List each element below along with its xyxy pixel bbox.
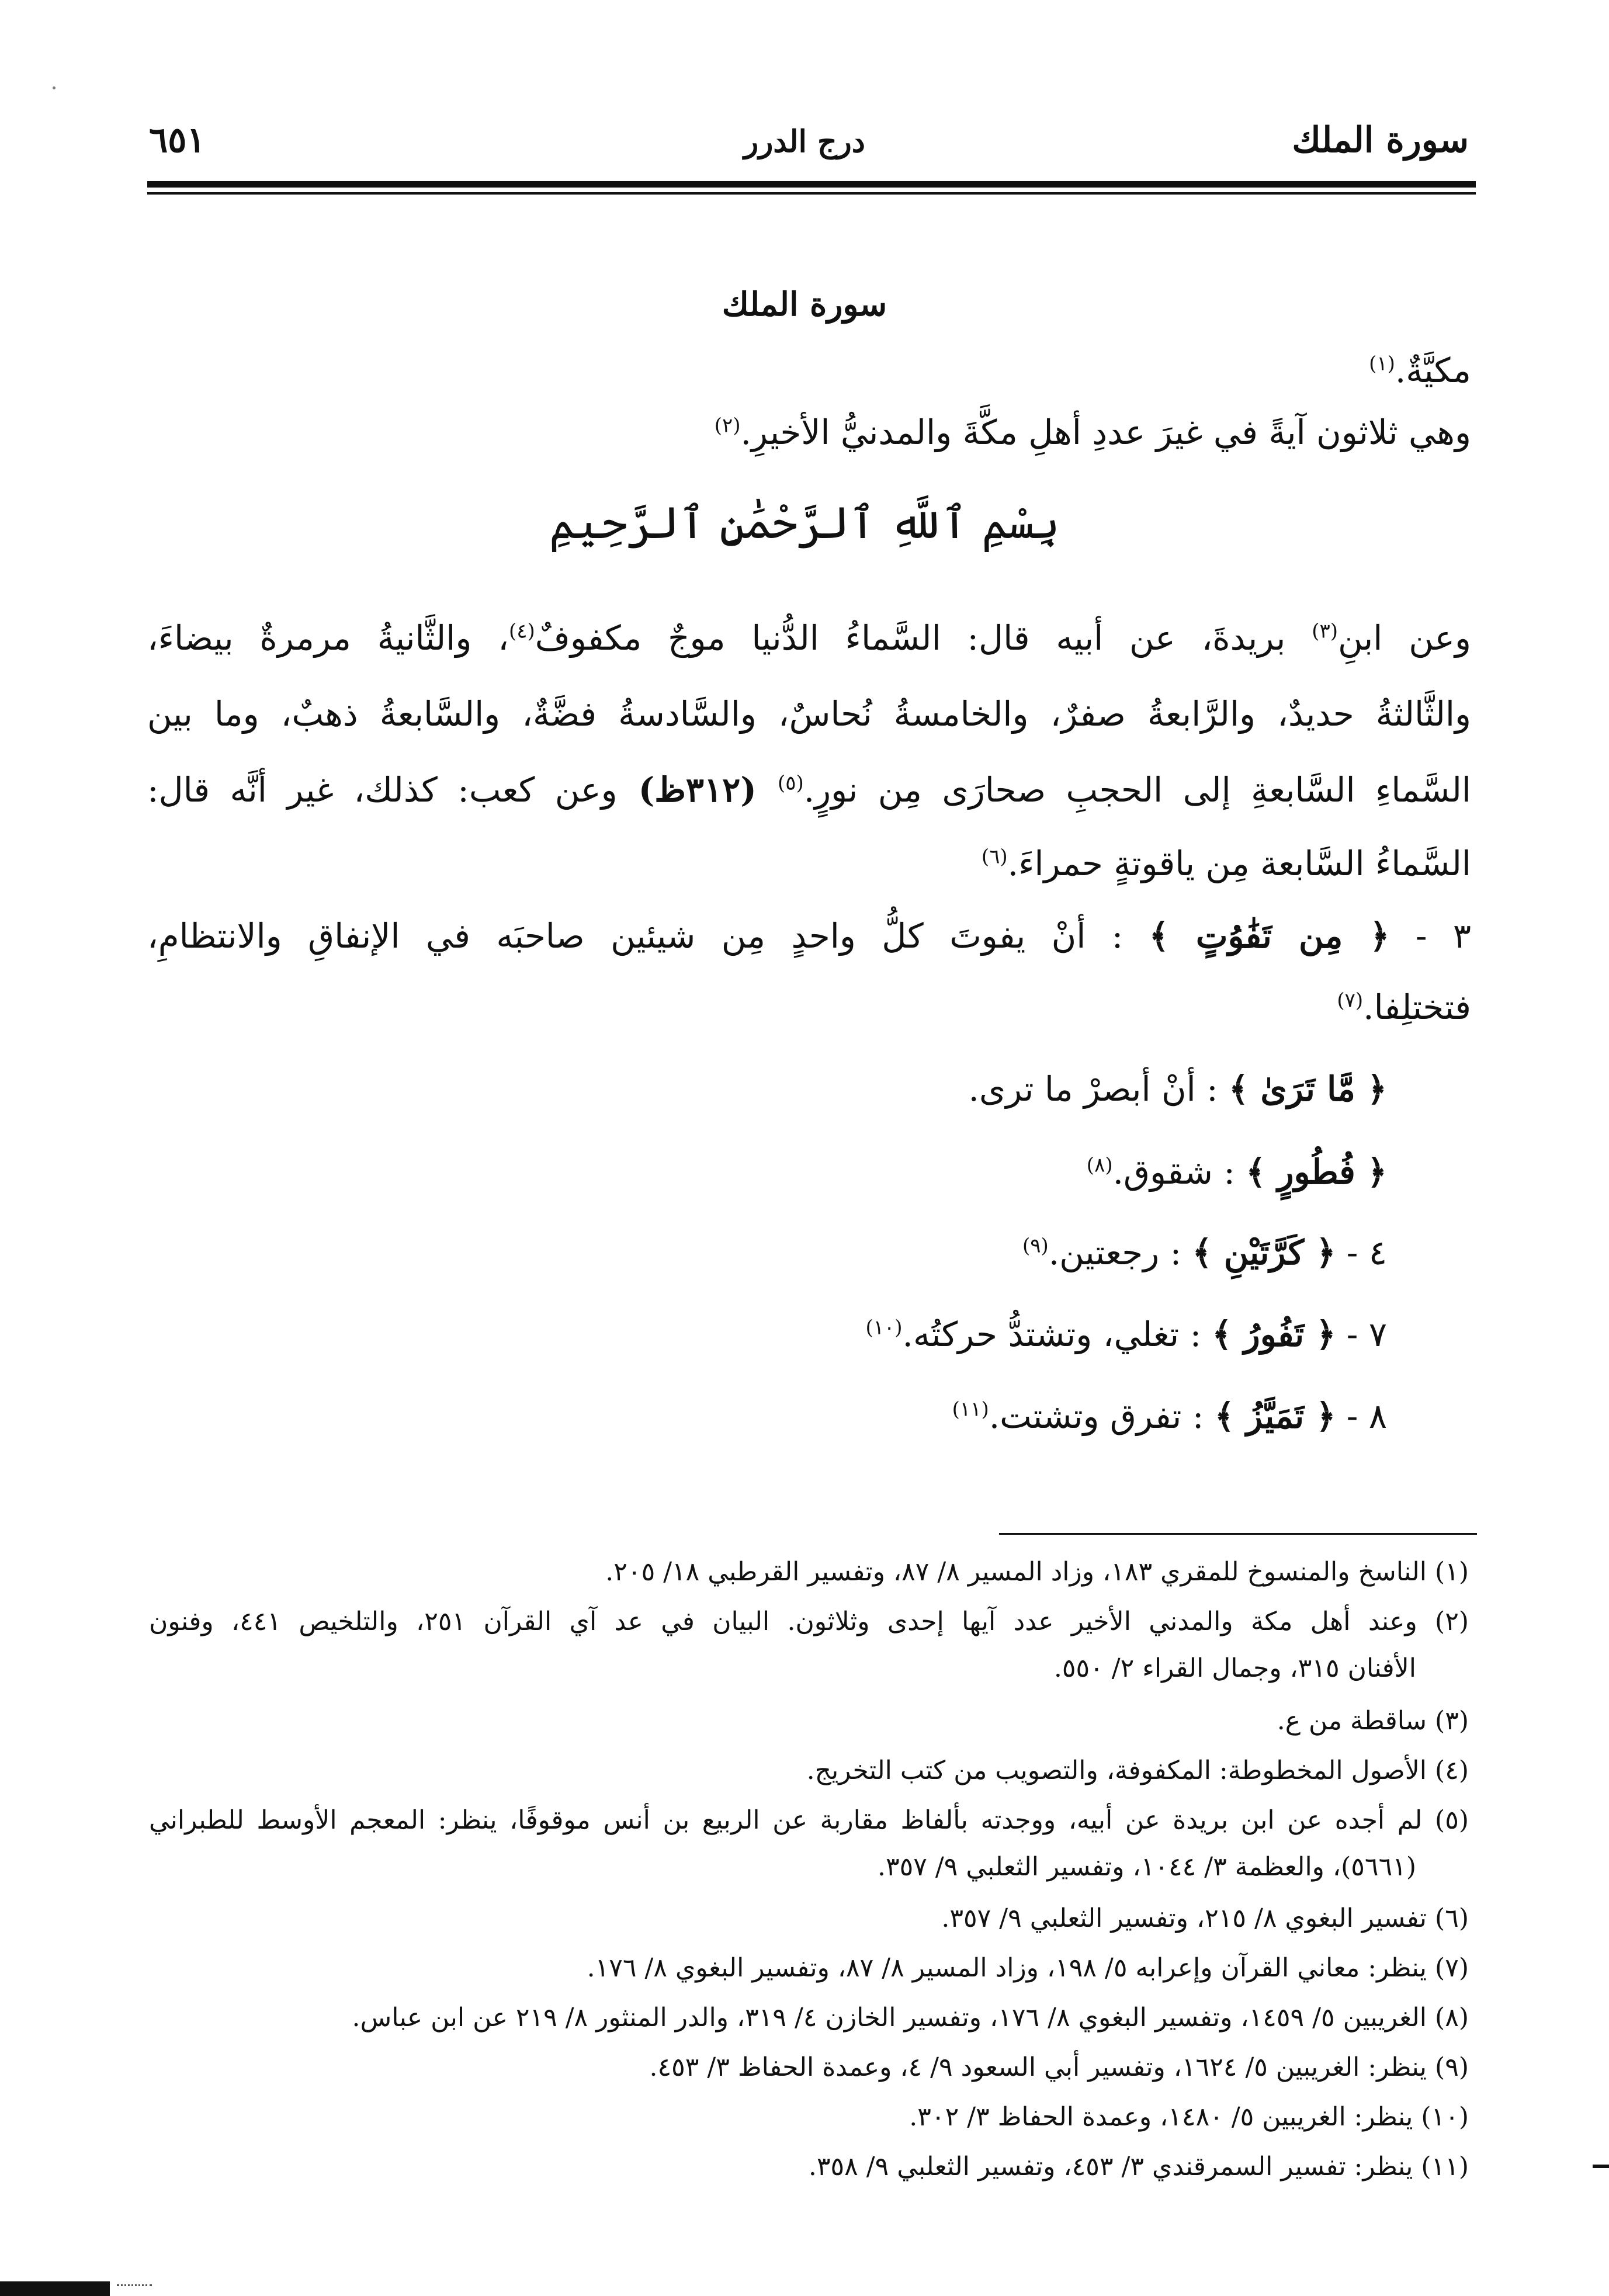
footnote-ref-4: (٤) [508,619,535,643]
footnote-ref-9: (٩) [1022,1234,1049,1258]
gloss-verse-4 [1022,1233,1387,1272]
gloss-verse-8 [952,1396,1387,1436]
header-rule-thin [147,192,1476,195]
footnote-3: (٣) ساقطة من ع. [1277,1706,1469,1736]
footnote-ref-7: (٧) [1337,989,1364,1012]
paragraph-line-2: والثَّالثةُ حديدٌ، والرَّابعةُ صفرٌ، والخامسةُ نُحاسٌ، والسَّادسةُ فضَّةٌ، والسَّابعةُ ذهبٌ، وما بين [147,694,1471,734]
scan-bottom-dots [117,2284,152,2288]
footnote-4: (٤) الأصول المخطوطة: المكفوفة، والتصويب من كتب التخريج. [806,1756,1469,1785]
quran-word: ﴿ تَفُورُ ﴾ [1212,1315,1336,1354]
quran-word: ﴿ فُطُورٍ ﴾ [1246,1152,1387,1192]
footnote-6: (٦) تفسير البغوي ٨/ ٢١٥، وتفسير الثعلبي ٩/ ٣٥٧. [941,1903,1469,1933]
paragraph-text: وعن كعب: كذلك، غير أنَّه قال: [147,770,618,810]
footnote-separator [999,1533,1477,1535]
gloss-text: : شقوق. [1112,1152,1246,1192]
page-number: ٦٥١ [149,120,206,161]
verse-number: ٤ - [1336,1233,1387,1272]
footnote-5-continued: (٥٦٦١)، والعظمة ٣/ ١٠٤٤، وتفسير الثعلبي ٩/ ٣٥٧. [878,1852,1416,1882]
header-rule-thick [147,181,1476,188]
ayah-count-text: وهي ثلاثون آيةً في غيرَ عددِ أهلِ مكَّةَ والمدنيُّ الأخيرِ. [740,412,1471,452]
surah-title: سورة الملك [722,285,887,324]
footnote-2-continued: الأفنان ٣١٥، وجمال القراء ٢/ ٥٥٠. [1053,1653,1416,1683]
footnote-8: (٨) الغريبين ٥/ ١٤٥٩، وتفسير البغوي ٨/ ١٧٦، وتفسير الخازن ٤/ ٣١٩، والدر المنثور ٨/ ٢١٩ عن ابن عباس. [352,2003,1469,2033]
makkiyya-text: مكيَّةٌ. [1395,351,1471,390]
gloss-text: : أنْ يفوتَ كلُّ واحدٍ مِن شيئين صاحبَه في الإنفاقِ والانتظامِ، [147,916,1149,956]
gloss-text: فتختلِفا. [1363,987,1471,1027]
gloss-text: : تغلي، وتشتدُّ حركتُه. [902,1315,1212,1354]
paragraph-text: ، والثَّانيةُ مرمرةٌ بيضاءَ، [147,618,509,658]
running-header-book-title: درج الدرر [744,124,865,159]
footnote-ref-2: (٢) [714,414,741,438]
paragraph-text: وعن ابنِ [1338,618,1471,658]
running-header-surah: سورة الملك [1292,120,1469,161]
verse-number: ٧ - [1336,1315,1387,1354]
gloss-futur [1087,1152,1387,1192]
paragraph-line-3 [147,770,1471,810]
gloss-text: : تفرق وتشتت. [989,1396,1215,1436]
footnote-9: (٩) ينظر: الغريبين ٥/ ١٦٢٤، وتفسير أبي السعود ٩/ ٤، وعمدة الحفاظ ٣/ ٤٥٣. [649,2052,1469,2082]
footnote-10: (١٠) ينظر: الغريبين ٥/ ١٤٨٠، وعمدة الحفاظ ٣/ ٣٠٢. [909,2102,1469,2132]
scan-speck [53,86,56,89]
quran-word: ﴿ كَرَّتَيْنِ ﴾ [1192,1233,1336,1272]
footnote-ref-11: (١١) [952,1397,989,1421]
makkiyya-line [1369,351,1471,390]
footnote-7: (٧) ينظر: معاني القرآن وإعرابه ٥/ ١٩٨، وزاد المسير ٨/ ٨٧، وتفسير البغوي ٨/ ١٧٦. [587,1953,1469,1983]
quran-word: ﴿ تَمَيَّزُ ﴾ [1214,1396,1336,1436]
verse-number: ٣ - [1389,916,1471,956]
verse-number: ٨ - [1336,1396,1387,1436]
footnote-11: (١١) ينظر: تفسير السمرقندي ٣/ ٤٥٣، وتفسير الثعلبي ٩/ ٣٥٨. [808,2152,1469,2181]
footnote-ref-10: (١٠) [865,1316,903,1340]
paragraph-line-1 [147,618,1471,658]
scan-bottom-mark [0,2281,110,2296]
paragraph-line-4 [982,844,1471,883]
gloss-verse-7 [865,1315,1387,1354]
footnote-2: (٢) وعند أهل مكة والمدني الأخير عدد آيها إحدى وثلاثون. البيان في عد آي القرآن ٢٥١، والتلخيص ٤٤١، وفنون [149,1607,1469,1636]
footnote-ref-5: (٥) [777,771,804,795]
paragraph-text: بريدةَ، عن أبيه قال: السَّماءُ الدُّنيا موجٌ مكفوفٌ [535,618,1312,658]
gloss-text: : أنْ أبصرْ ما ترى. [968,1069,1229,1109]
quran-word: ﴿ مَّا تَرَىٰ ﴾ [1229,1069,1387,1109]
scan-edge-mark [1593,2165,1609,2168]
footnote-ref-8: (٨) [1086,1153,1113,1177]
footnote-ref-6: (٦) [981,845,1008,869]
footnote-ref-1: (١) [1369,352,1395,376]
paragraph-text: السَّماءُ السَّابعة مِن ياقوتةٍ حمراءَ. [1007,844,1471,883]
gloss-verse-3-continued [1337,987,1471,1027]
gloss-verse-3 [147,916,1471,956]
paragraph-text: السَّماءِ السَّابعةِ إلى الحجبِ صحارَى مِن نورٍ. [803,770,1471,810]
ayah-count-line [715,412,1471,452]
footnote-ref-3: (٣) [1312,619,1338,643]
gloss-ma-tara [968,1069,1387,1109]
quran-word: ﴿ مِن تَفَٰوُتٍ ﴾ [1149,916,1390,956]
manuscript-folio-ref: (٣١٢ظ) [617,770,778,810]
footnote-1: (١) الناسخ والمنسوخ للمقري ١٨٣، وزاد المسير ٨/ ٨٧، وتفسير القرطبي ١٨/ ٢٠٥. [605,1557,1469,1587]
basmala: بِسْمِ ٱللَّهِ ٱلرَّحْمَٰنِ ٱلرَّحِيمِ [549,497,1060,549]
gloss-text: : رجعتين. [1048,1233,1192,1272]
footnote-5: (٥) لم أجده عن ابن بريدة عن أبيه، ووجدته بألفاظ مقاربة عن الربيع بن أنس موقوفًا، ينظر: المعجم الأوسط للطبراني [149,1805,1469,1835]
